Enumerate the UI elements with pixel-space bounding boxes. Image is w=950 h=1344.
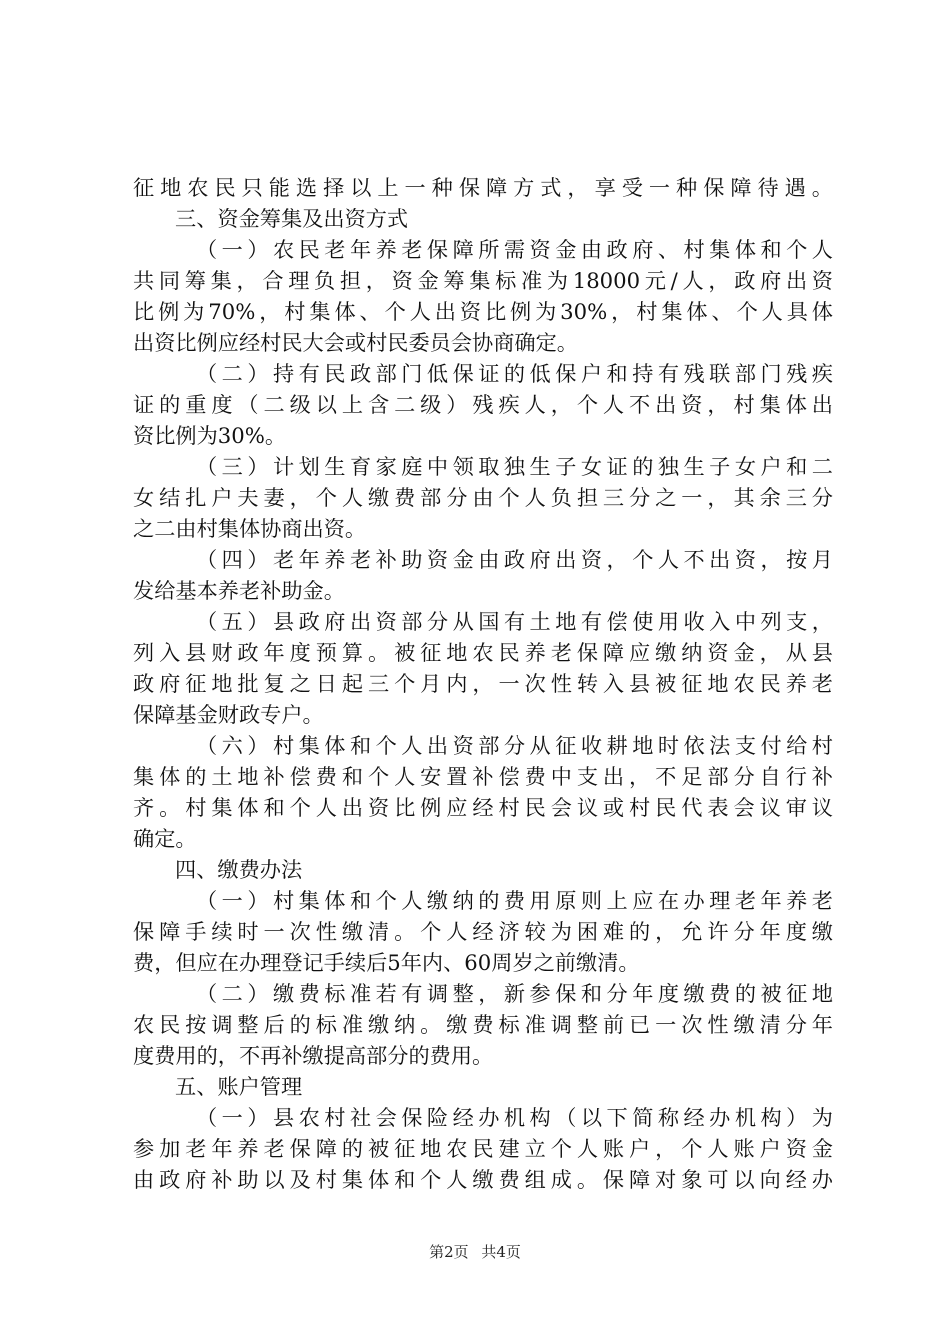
text-line: 征地农民只能选择以上一种保障方式，享受一种保障待遇。 bbox=[133, 175, 833, 200]
text-line: 齐。村集体和个人出资比例应经村民会议或村民代表会议审议 bbox=[133, 795, 833, 820]
text-line: 证的重度（二级以上含二级）残疾人，个人不出资，村集体出 bbox=[133, 392, 833, 417]
text-line: （一）县农村社会保险经办机构（以下简称经办机构）为 bbox=[196, 1105, 833, 1130]
section-heading: 四、缴费办法 bbox=[175, 857, 303, 882]
text-line: （二）缴费标准若有调整，新参保和分年度缴费的被征地 bbox=[196, 981, 833, 1006]
text-line: 共同筹集，合理负担，资金筹集标准为18000元/人，政府出资 bbox=[133, 268, 833, 293]
text-line: 农民按调整后的标准缴纳。缴费标准调整前已一次性缴清分年 bbox=[133, 1012, 833, 1037]
page-total: 共4页 bbox=[481, 1243, 521, 1261]
text-line: （三）计划生育家庭中领取独生子女证的独生子女户和二 bbox=[196, 454, 833, 479]
text-line: （二）持有民政部门低保证的低保户和持有残联部门残疾 bbox=[196, 361, 833, 386]
text-line: 比例为70%，村集体、个人出资比例为30%，村集体、个人具体 bbox=[133, 299, 833, 324]
text-line: （四）老年养老补助资金由政府出资，个人不出资，按月 bbox=[196, 547, 833, 572]
text-line: （一）村集体和个人缴纳的费用原则上应在办理老年养老 bbox=[196, 888, 833, 913]
text-line: 出资比例应经村民大会或村民委员会协商确定。 bbox=[133, 330, 578, 355]
text-line: 费，但应在办理登记手续后5年内、60周岁之前缴清。 bbox=[133, 950, 640, 975]
text-line: 度费用的，不再补缴提高部分的费用。 bbox=[133, 1043, 494, 1068]
text-line: （六）村集体和个人出资部分从征收耕地时依法支付给村 bbox=[196, 733, 833, 758]
text-line: 集体的土地补偿费和个人安置补偿费中支出，不足部分自行补 bbox=[133, 764, 833, 789]
text-line: 列入县财政年度预算。被征地农民养老保障应缴纳资金，从县 bbox=[133, 640, 833, 665]
text-line: 参加老年养老保障的被征地农民建立个人账户，个人账户资金 bbox=[133, 1136, 833, 1161]
text-line: （一）农民老年养老保障所需资金由政府、村集体和个人 bbox=[196, 237, 833, 262]
text-line: 发给基本养老补助金。 bbox=[133, 578, 345, 603]
section-heading: 五、账户管理 bbox=[175, 1074, 303, 1099]
text-line: 由政府补助以及村集体和个人缴费组成。保障对象可以向经办 bbox=[133, 1167, 833, 1192]
section-heading: 三、资金筹集及出资方式 bbox=[175, 206, 409, 231]
text-line: 保障基金财政专户。 bbox=[133, 702, 324, 727]
text-line: 之二由村集体协商出资。 bbox=[133, 516, 367, 541]
page-number: 第2页 bbox=[429, 1243, 469, 1261]
text-line: 确定。 bbox=[133, 826, 197, 851]
page-footer bbox=[0, 1242, 950, 1262]
text-line: 保障手续时一次性缴清。个人经济较为困难的，允许分年度缴 bbox=[133, 919, 833, 944]
text-line: 政府征地批复之日起三个月内，一次性转入县被征地农民养老 bbox=[133, 671, 833, 696]
text-line: 女结扎户夫妻，个人缴费部分由个人负担三分之一，其余三分 bbox=[133, 485, 833, 510]
text-line: 资比例为30%。 bbox=[133, 423, 287, 448]
text-line: （五）县政府出资部分从国有土地有偿使用收入中列支， bbox=[196, 609, 833, 634]
document-body bbox=[133, 172, 833, 1195]
